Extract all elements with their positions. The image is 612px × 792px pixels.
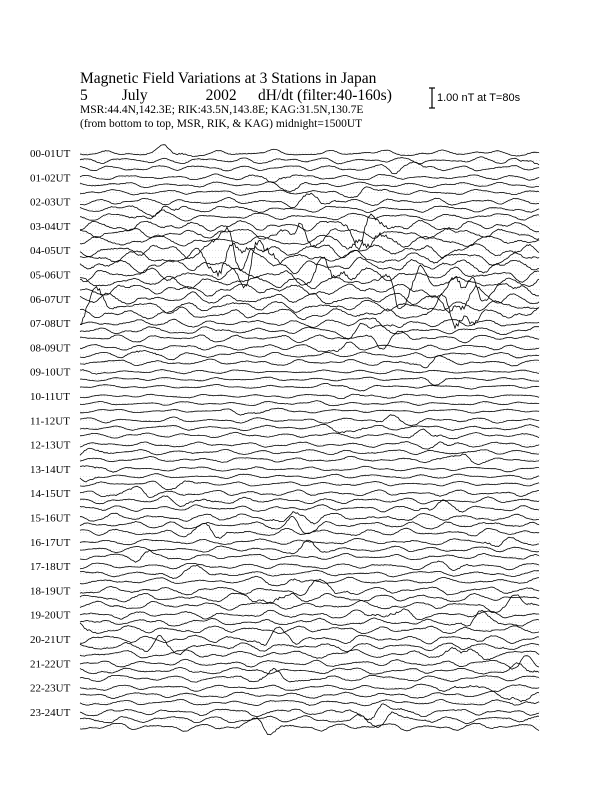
hour-label: 00-01UT [30, 148, 71, 160]
trace-kag [80, 656, 539, 670]
trace-msr [80, 356, 539, 368]
trace-rik [80, 243, 539, 276]
trace-rik [80, 206, 539, 217]
trace-rik [80, 474, 539, 482]
trace-rik [80, 401, 539, 406]
hour-label: 10-11UT [30, 391, 70, 403]
trace-kag [80, 579, 539, 596]
hour-label: 20-21UT [30, 634, 71, 646]
trace-rik [80, 691, 539, 701]
hour-label: 06-07UT [30, 293, 71, 306]
hour-label: 15-16UT [30, 512, 71, 525]
hour-label: 02-03UT [30, 196, 71, 209]
trace-msr [80, 277, 539, 302]
trace-rik [80, 223, 539, 247]
hour-label: 17-18UT [30, 561, 71, 574]
trace-kag [80, 486, 539, 497]
hour-label: 04-05UT [30, 245, 71, 258]
trace-msr [80, 162, 539, 174]
trace-rik [80, 377, 539, 385]
trace-kag [80, 609, 539, 620]
stations-label: MSR:44.4N,142.3E; RIK:43.5N,143.8E; KAG:31.5N,130.7E [80, 104, 364, 116]
date-day: 5 [80, 87, 88, 104]
trace-msr [80, 523, 539, 538]
trace-rik [80, 663, 539, 674]
hour-label: 21-22UT [30, 658, 71, 671]
trace-rik [80, 635, 539, 654]
trace-kag [80, 193, 539, 207]
trace-kag [80, 145, 539, 157]
trace-msr [80, 718, 539, 735]
trace-kag [80, 561, 539, 571]
trace-msr [80, 429, 539, 439]
hour-label: 09-10UT [30, 366, 71, 379]
hour-label: 13-14UT [30, 463, 71, 476]
trace-msr [80, 408, 539, 415]
trace-rik [80, 157, 539, 165]
trace-kag [80, 370, 539, 375]
trace-kag [80, 174, 539, 182]
hour-label: 07-08UT [30, 318, 71, 331]
hour-label: 18-19UT [30, 585, 71, 598]
trace-msr [80, 481, 539, 490]
hour-label: 03-04UT [30, 220, 71, 233]
trace-msr [80, 551, 539, 563]
trace-kag [80, 512, 539, 524]
date-month: July [121, 87, 148, 104]
trace-msr [80, 648, 539, 660]
hour-label: 16-17UT [30, 536, 71, 549]
trace-msr [80, 454, 539, 465]
trace-kag [80, 342, 539, 352]
trace-msr [80, 240, 539, 287]
hour-label: 12-13UT [30, 439, 71, 452]
trace-kag [80, 704, 539, 720]
hour-label: 23-24UT [30, 706, 71, 719]
trace-kag [80, 318, 539, 328]
hour-label: 22-23UT [30, 682, 71, 695]
hour-label: 19-20UT [30, 609, 71, 622]
hour-label: 05-06UT [30, 269, 71, 282]
trace-kag [80, 684, 539, 692]
hour-label: 01-02UT [30, 172, 71, 185]
chart-title: Magnetic Field Variations at 3 Stations in Japan [80, 70, 377, 87]
trace-kag [80, 442, 539, 450]
trace-msr [80, 595, 539, 613]
hour-label: 08-09UT [30, 342, 71, 355]
date-year: 2002 [205, 87, 237, 104]
hour-label: 14-15UT [30, 488, 71, 501]
trace-msr [80, 383, 539, 391]
trace-rik [80, 610, 539, 626]
trace-rik [80, 424, 539, 433]
scale-bar-label: 1.00 nT at T=80s [437, 92, 521, 104]
station-order-note: (from bottom to top, MSR, RIK, & KAG) midnight=1500UT [80, 118, 363, 130]
quantity-label: dH/dt (filter:40-160s) [258, 87, 392, 104]
trace-rik [80, 265, 539, 308]
trace-kag [80, 394, 539, 399]
hour-label: 11-12UT [30, 415, 70, 428]
trace-rik [80, 350, 539, 359]
trace-rik [80, 448, 539, 455]
